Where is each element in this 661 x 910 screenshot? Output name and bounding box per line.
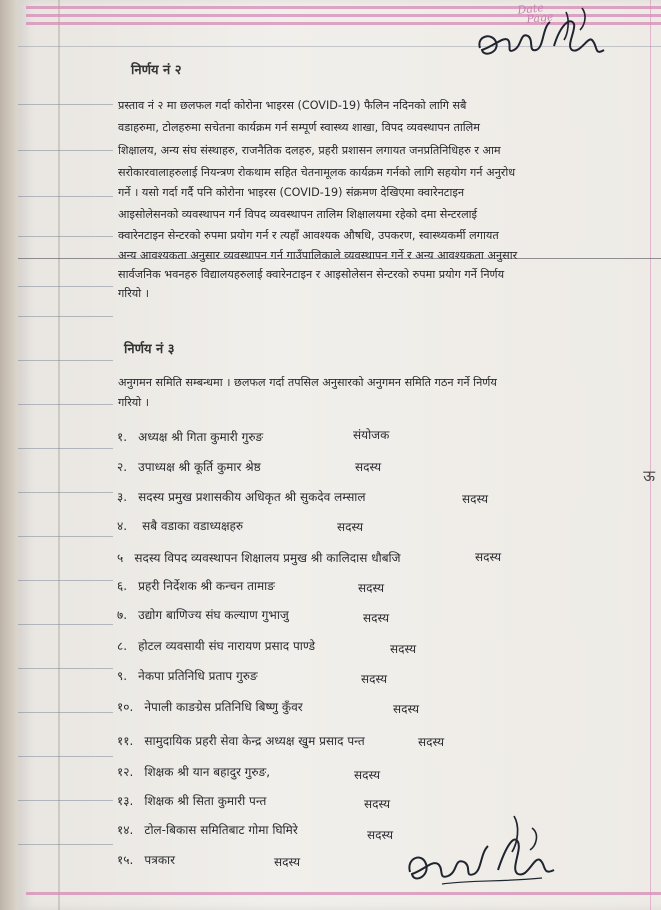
member-name: नेकपा प्रतिनिधि प्रताप गुरुङ [138,669,258,683]
item-number: ७. [117,608,128,622]
member-name: शिक्षक श्री यान बहादुर गुरुङ, [144,765,271,779]
member-name: टोल-बिकास समितिबाट गोमा घिमिरे [144,823,298,837]
ruled-line-stub [18,316,113,317]
ruled-line-stub [18,286,113,287]
decision-3-heading: निर्णय नं ३ [124,342,175,357]
member-name: उपाध्यक्ष श्री कूर्ति कुमार श्रेष्ठ [138,460,261,474]
list-item [117,790,266,808]
ruled-line-stub [18,492,113,493]
ruled-line-stub [18,236,113,237]
ruled-line-stub [18,756,113,757]
member-name: प्रहरी निर्देशक श्री कन्चन तामाङ [138,579,275,593]
decision-2-line: सरोकारवालाहरुलाई नियन्त्रण रोकथाम सहित चेतनामूलक कार्यक्रम गर्नको लागि सहयोग गर्न अनुरोध [118,166,516,179]
ruled-line-stub [18,624,113,625]
member-name: शिक्षक श्री सिता कुमारी पन्त [144,794,267,808]
binding-line [58,0,60,910]
item-number: ५ [117,551,124,565]
member-name: अध्यक्ष श्री गिता कुमारी गुरुङ [138,430,264,444]
list-item [117,849,175,867]
ruled-line-stub [18,196,113,197]
list-item [117,515,243,533]
decision-2-heading: निर्णय नं २ [131,63,182,78]
member-role: सदस्य [337,520,364,534]
item-number: ९. [117,669,128,683]
item-number: ३. [117,490,128,504]
list-item [117,456,261,474]
member-role: सदस्य [364,797,391,811]
member-name: पत्रकार [144,853,176,867]
list-item [117,547,401,565]
list-item [117,635,315,653]
item-number: ४. [117,519,128,533]
ruled-line-stub [18,448,113,449]
member-name: सामुदायिक प्रहरी सेवा केन्द्र अध्यक्ष खुम प्रसाद पन्त [144,734,365,748]
member-role: सदस्य [361,672,388,686]
member-role: सदस्य [390,642,417,656]
member-role: संयोजक [353,428,390,442]
member-role: सदस्य [355,460,382,474]
list-item [117,696,303,714]
ruled-line-stub [18,712,113,713]
ruled-line-stub [18,844,113,845]
member-name: सदस्य प्रमुख प्रशासकीय अधिकृत श्री सुकदेव लम्साल [138,490,366,504]
ruled-line-stub [18,668,113,669]
member-name: उद्योग बाणिज्य संघ कल्याण गुभाजु [138,608,289,622]
list-item [117,761,270,779]
item-number: १५. [117,853,134,867]
list-item [117,426,263,444]
decision-3-line: अनुगमन समिति सम्बन्धमा । छलफल गर्दा तपसिल अनुसारको अनुगमन समिति गठन गर्ने निर्णय [118,376,497,389]
list-item [117,730,365,748]
member-role: सदस्य [363,611,390,625]
date-label: Date [516,1,545,17]
list-item [117,486,366,504]
signature-top [470,6,620,68]
ruled-line-stub [18,104,113,105]
signature-bottom [402,812,572,898]
list-item [117,575,275,593]
member-role: सदस्य [418,735,445,749]
member-role: सदस्य [462,492,489,506]
member-name: होटल व्यवसायी संघ नारायण प्रसाद पाण्डे [138,639,316,653]
item-number: १२. [117,765,134,779]
member-role: सदस्य [274,855,301,869]
list-item [117,665,258,683]
ruled-line-stub [18,404,113,405]
decision-2-line: शिक्षालय, अन्य संघ संस्थाहरु, राजनैतिक दलहरु, प्रहरी प्रशासन लगायत जनप्रतिनिधिहरु र आम [118,144,501,157]
ruled-line-stub [18,150,113,151]
decision-2-line: प्रस्ताव नं २ मा छलफल गर्दा कोरोना भाइरस (COVID-19) फैलिन नदिनको लागि सबै [118,99,467,112]
decision-2-line: गर्ने । यसो गर्दा गर्दै पनि कोरोना भाइरस (COVID-19) संक्रमण देखिएमा क्वारेनटाइन [118,186,465,199]
decision-2-line: क्वारेनटाइन सेन्टरको रुपमा प्रयोग गर्न र त्यहाँ आवश्यक औषधि, उपकरण, स्वास्थ्यकर्मी लगायत [118,229,499,242]
member-name: नेपाली काङग्रेस प्रतिनिधि बिष्णु कुँवर [144,700,303,714]
item-number: १३. [117,794,134,808]
decision-2-line: आइसोलेसनको व्यवस्थापन गर्न विपद व्यवस्थापन तालिम शिक्षालयमा रहेको दमा सेन्टरलाई [118,208,478,221]
item-number: १. [117,430,128,444]
ruled-line-stub [18,536,113,537]
decision-3-line: गरियो । [118,396,149,409]
item-number: २. [117,460,128,474]
member-role: सदस्य [393,702,420,716]
right-margin-line [650,0,651,910]
item-number: ८. [117,639,128,653]
list-item [117,604,289,622]
item-number: ६. [117,579,128,593]
member-role: सदस्य [354,768,381,782]
margin-mark: ऊ [643,467,655,485]
item-number: १४. [117,823,134,837]
decision-2-line: गरियो । [118,287,149,300]
decision-2-line: सार्वजनिक भवनहरु विद्यालयहरुलाई क्वारेनटाइन र आइसोलेसन सेन्टरको रुपमा प्रयोग गर्ने निर्णय [118,268,505,281]
ruled-line-stub [18,580,113,581]
member-role: सदस्य [475,550,502,564]
page-edge [0,0,18,910]
decision-2-line: अन्य आवश्यकता अनुसार व्यवस्थापन गर्न गाउँपालिकाले व्यवस्थापन गर्ने र अन्य आवश्यकता अनुसार [118,249,518,262]
page-label: Page [525,10,555,26]
item-number: ११. [117,734,134,748]
list-item [117,819,298,837]
member-name: सबै वडाका वडाध्यक्षहरु [142,519,244,533]
member-name: सदस्य विपद व्यवस्थापन शिक्षालय प्रमुख श्री कालिदास धौबजि [134,551,401,565]
member-role: सदस्य [367,828,394,842]
item-number: १०. [117,700,134,714]
ruled-line-stub [18,360,113,361]
ruled-line-stub [18,800,113,801]
decision-2-line: वडाहरुमा, टोलहरुमा सचेतना कार्यक्रम गर्न सम्पूर्ण स्वास्थ्य शाखा, विपद व्यवस्थापन तालिम [118,121,480,134]
member-role: सदस्य [358,581,385,595]
